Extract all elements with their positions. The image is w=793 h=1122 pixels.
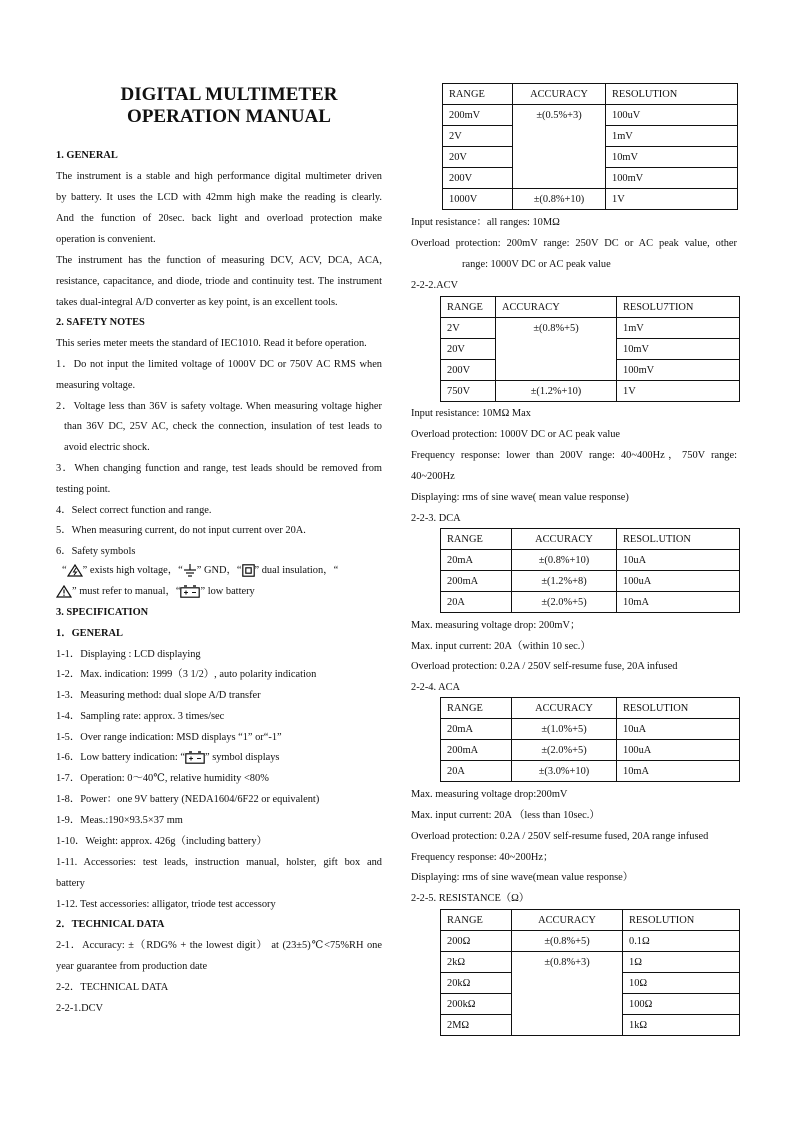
header-cell: RANGE <box>441 698 512 719</box>
accuracy-cell: ±(0.8%+10) <box>512 550 617 571</box>
accuracy-cell: ±(2.0%+5) <box>512 592 617 613</box>
range-cell: 200V <box>443 168 513 189</box>
header-cell: ACCURACY <box>496 297 617 318</box>
specification-heading: 3. SPECIFICATION <box>56 607 149 618</box>
safety-line: 2．Voltage less than 36V is safety voltage. When measuring voltage higher <box>56 401 382 412</box>
accuracy-cell <box>496 360 617 381</box>
resolution-cell: 100Ω <box>623 994 740 1015</box>
acv-note: Input resistance: 10MΩ Max <box>411 408 531 419</box>
resolution-cell: 10Ω <box>623 973 740 994</box>
range-cell: 2V <box>443 126 513 147</box>
accuracy-cell: ±(2.0%+5) <box>512 740 617 761</box>
general-paragraph-line: The instrument has the function of measuring DCV, ACV, DCA, ACA, <box>56 255 382 266</box>
header-cell: RESOLUTION <box>617 698 740 719</box>
aca-note: Max. input current: 20A （less than 10sec.） <box>411 810 600 821</box>
accuracy-cell <box>512 1015 623 1036</box>
header-cell: ACCURACY <box>512 698 617 719</box>
resolution-cell: 10mA <box>617 761 740 782</box>
high-voltage-icon <box>67 564 83 577</box>
table-row <box>441 550 740 571</box>
header-cell: ACCURACY <box>512 529 617 550</box>
header-cell: ACCURACY <box>513 84 606 105</box>
table-header-row <box>441 910 740 931</box>
spec-item: 1-1．Displaying : LCD displaying <box>56 649 201 660</box>
range-cell: 200mA <box>441 571 512 592</box>
spec-item: 1-11. Accessories: test leads, instruction manual, holster, gift box and <box>56 857 382 868</box>
safety-line: 1．Do not input the limited voltage of 1000V DC or 750V AC RMS when <box>56 359 382 370</box>
dcv-note: Overload protection: 200mV range: 250V DC or AC peak value, other <box>411 238 737 249</box>
dca-table <box>440 528 740 613</box>
header-cell: RESOLU7TION <box>617 297 740 318</box>
range-cell: 200kΩ <box>441 994 512 1015</box>
safety-symbols-line-2: ” must refer to manual，“ ” low battery <box>56 585 255 599</box>
range-cell: 20V <box>443 147 513 168</box>
technical-line: 2-1．Accuracy: ±（RDG% + the lowest digit） at (23±5)℃<75%RH one <box>56 940 382 951</box>
resolution-cell: 10mV <box>606 147 738 168</box>
safety-line: 4．Select correct function and range. <box>56 505 212 516</box>
dcv-table <box>442 83 738 210</box>
table-row <box>441 592 740 613</box>
table-row <box>443 105 738 126</box>
dca-heading: 2-2-3. DCA <box>411 513 461 524</box>
accuracy-cell: ±(1.0%+5) <box>512 719 617 740</box>
range-cell: 200Ω <box>441 931 512 952</box>
spec-item: 1-3．Measuring method: dual slope A/D transfer <box>56 690 261 701</box>
range-cell: 20mA <box>441 719 512 740</box>
general-heading: 1. GENERAL <box>56 150 118 161</box>
resolution-cell: 1mV <box>617 318 740 339</box>
resolution-cell: 100uV <box>606 105 738 126</box>
spec-item: 1-4．Sampling rate: approx. 3 times/sec <box>56 711 225 722</box>
resolution-cell: 1Ω <box>623 952 740 973</box>
resolution-cell: 100uA <box>617 571 740 592</box>
range-cell: 20A <box>441 592 512 613</box>
table-row <box>441 318 740 339</box>
dca-note: Max. input current: 20A（within 10 sec.） <box>411 641 591 652</box>
accuracy-cell <box>513 147 606 168</box>
aca-table <box>440 697 740 782</box>
accuracy-cell: ±(3.0%+10) <box>512 761 617 782</box>
dcv-note: range: 1000V DC or AC peak value <box>462 259 611 270</box>
header-cell: RESOL.UTION <box>617 529 740 550</box>
technical-line: year guarantee from production date <box>56 961 208 972</box>
title-line-2: OPERATION MANUAL <box>127 106 331 127</box>
spec-item: 1-12. Test accessories: alligator, triode test accessory <box>56 899 276 910</box>
safety-line: avoid electric shock. <box>64 442 150 453</box>
resolution-cell: 0.1Ω <box>623 931 740 952</box>
battery-icon <box>185 751 205 764</box>
table-row <box>441 994 740 1015</box>
range-cell: 750V <box>441 381 496 402</box>
dual-insulation-icon <box>242 564 255 577</box>
table-row <box>441 1015 740 1036</box>
technical-data-heading: 2．TECHNICAL DATA <box>56 919 165 930</box>
acv-note: Overload protection: 1000V DC or AC peak value <box>411 429 621 440</box>
header-cell: RESOLUTION <box>623 910 740 931</box>
acv-heading: 2-2-2.ACV <box>411 280 459 291</box>
spec-item: 1-2．Max. indication: 1999（3 1/2）, auto polarity indication <box>56 669 317 680</box>
accuracy-cell: ±(1.2%+10) <box>496 381 617 402</box>
aca-note: Max. measuring voltage drop:200mV <box>411 789 568 800</box>
resolution-cell: 1mV <box>606 126 738 147</box>
spec-item: 1-10．Weight: approx. 426g（including battery） <box>56 836 267 847</box>
aca-note: Displaying: rms of sine wave(mean value response） <box>411 872 634 883</box>
accuracy-cell <box>512 994 623 1015</box>
accuracy-cell: ±(1.2%+8) <box>512 571 617 592</box>
manual-title <box>56 84 402 128</box>
table-row <box>443 126 738 147</box>
resolution-cell: 100uA <box>617 740 740 761</box>
resolution-cell: 10uA <box>617 550 740 571</box>
spec-item-low-battery: 1-6．Low battery indication: “ ” symbol displays <box>56 752 280 763</box>
acv-table <box>440 296 740 402</box>
acv-note: Frequency response: lower than 200V range: 40~400Hz，750V range: <box>411 450 737 461</box>
range-cell: 200V <box>441 360 496 381</box>
accuracy-cell: ±(0.8%+3) <box>512 952 623 973</box>
resolution-cell: 10mA <box>617 592 740 613</box>
resolution-cell: 10mV <box>617 339 740 360</box>
resolution-cell: 100mV <box>617 360 740 381</box>
dca-note: Max. measuring voltage drop: 200mV； <box>411 620 581 631</box>
range-cell: 2MΩ <box>441 1015 512 1036</box>
general-paragraph-line: And the function of 20sec. back light and overload protection make <box>56 213 382 224</box>
safety-line: 5．When measuring current, do not input current over 20A. <box>56 525 306 536</box>
accuracy-cell <box>513 168 606 189</box>
resolution-cell: 1V <box>606 189 738 210</box>
accuracy-cell: ±(0.8%+5) <box>512 931 623 952</box>
general-paragraph-line: resistance, capacitance, and diode, triode and continuity test. The instrument <box>56 276 382 287</box>
accuracy-cell: ±(0.8%+5) <box>496 318 617 339</box>
table-header-row <box>441 297 740 318</box>
header-cell: RANGE <box>441 529 512 550</box>
resistance-table <box>440 909 740 1036</box>
table-row <box>441 381 740 402</box>
aca-note: Frequency response: 40~200Hz； <box>411 852 554 863</box>
safety-symbols-line-1: “ ” exists high voltage，“ ” GND，“ ” dual insulation，“ <box>62 565 339 576</box>
dcv-note: Input resistance：all ranges: 10MΩ <box>411 217 560 228</box>
technical-line: 2-2．TECHNICAL DATA <box>56 982 169 993</box>
range-cell: 20A <box>441 761 512 782</box>
table-row <box>441 952 740 973</box>
acv-note: 40~200Hz <box>411 471 455 482</box>
range-cell: 2V <box>441 318 496 339</box>
general-paragraph-line: by battery. It uses the LCD with 42mm high make the reading is clearly. <box>56 192 382 203</box>
table-row <box>443 168 738 189</box>
table-header-row <box>443 84 738 105</box>
table-row <box>443 147 738 168</box>
spec-item: battery <box>56 878 85 889</box>
header-cell: RANGE <box>441 297 496 318</box>
safety-line: than 36V DC, 25V AC, check the connection, insulation of test leads to <box>64 421 382 432</box>
header-cell: RANGE <box>443 84 513 105</box>
general-paragraph-line: The instrument is a stable and high performance digital multimeter driven <box>56 171 382 182</box>
resolution-cell: 10uA <box>617 719 740 740</box>
header-cell: RESOLUTION <box>606 84 738 105</box>
safety-line: This series meter meets the standard of IEC1010. Read it before operation. <box>56 338 367 349</box>
table-row <box>441 339 740 360</box>
dca-note: Overload protection: 0.2A / 250V self-resume fuse, 20A infused <box>411 661 678 672</box>
range-cell: 200mV <box>443 105 513 126</box>
header-cell: RANGE <box>441 910 512 931</box>
range-cell: 20V <box>441 339 496 360</box>
table-row <box>441 761 740 782</box>
range-cell: 2kΩ <box>441 952 512 973</box>
general-paragraph-line: takes dual-integral A/D converter as key point, is an excellent tools. <box>56 297 338 308</box>
accuracy-cell <box>512 973 623 994</box>
ground-icon <box>183 564 197 577</box>
table-row <box>441 571 740 592</box>
spec-item: 1-9．Meas.:190×93.5×37 mm <box>56 815 183 826</box>
safety-line: testing point. <box>56 484 111 495</box>
range-cell: 20mA <box>441 550 512 571</box>
resistance-heading: 2-2-5. RESISTANCE（Ω） <box>411 893 530 904</box>
general-paragraph-line: operation is convenient. <box>56 234 156 245</box>
safety-line: 6．Safety symbols <box>56 546 136 557</box>
technical-line: 2-2-1.DCV <box>56 1003 104 1014</box>
header-cell: ACCURACY <box>512 910 623 931</box>
range-cell: 200mA <box>441 740 512 761</box>
table-row <box>441 360 740 381</box>
spec-item: 1-8．Power：one 9V battery (NEDA1604/6F22 or equivalent) <box>56 794 320 805</box>
spec-general-subheading: 1．GENERAL <box>56 628 123 639</box>
warning-icon <box>56 585 72 598</box>
resolution-cell: 100mV <box>606 168 738 189</box>
accuracy-cell: ±(0.8%+10) <box>513 189 606 210</box>
safety-line: measuring voltage. <box>56 380 136 391</box>
spec-item: 1-7．Operation: 0～40℃, relative humidity <80% <box>56 773 269 784</box>
safety-heading: 2. SAFETY NOTES <box>56 317 145 328</box>
accuracy-cell <box>513 126 606 147</box>
spec-item: 1-5．Over range indication: MSD displays “1” or“-1” <box>56 732 282 743</box>
table-row <box>441 740 740 761</box>
table-row <box>441 973 740 994</box>
resolution-cell: 1kΩ <box>623 1015 740 1036</box>
aca-heading: 2-2-4. ACA <box>411 682 461 693</box>
range-cell: 1000V <box>443 189 513 210</box>
table-row <box>441 719 740 740</box>
resolution-cell: 1V <box>617 381 740 402</box>
accuracy-cell: ±(0.5%+3) <box>513 105 606 126</box>
accuracy-cell <box>496 339 617 360</box>
aca-note: Overload protection: 0.2A / 250V self-resume fused, 20A range infused <box>411 831 709 842</box>
title-line-1: DIGITAL MULTIMETER <box>120 84 338 105</box>
safety-line: 3．When changing function and range, test leads should be removed from <box>56 463 382 474</box>
table-header-row <box>441 698 740 719</box>
table-row <box>443 189 738 210</box>
table-row <box>441 931 740 952</box>
acv-note: Displaying: rms of sine wave( mean value response) <box>411 492 629 503</box>
table-header-row <box>441 529 740 550</box>
range-cell: 20kΩ <box>441 973 512 994</box>
battery-icon <box>180 585 200 598</box>
